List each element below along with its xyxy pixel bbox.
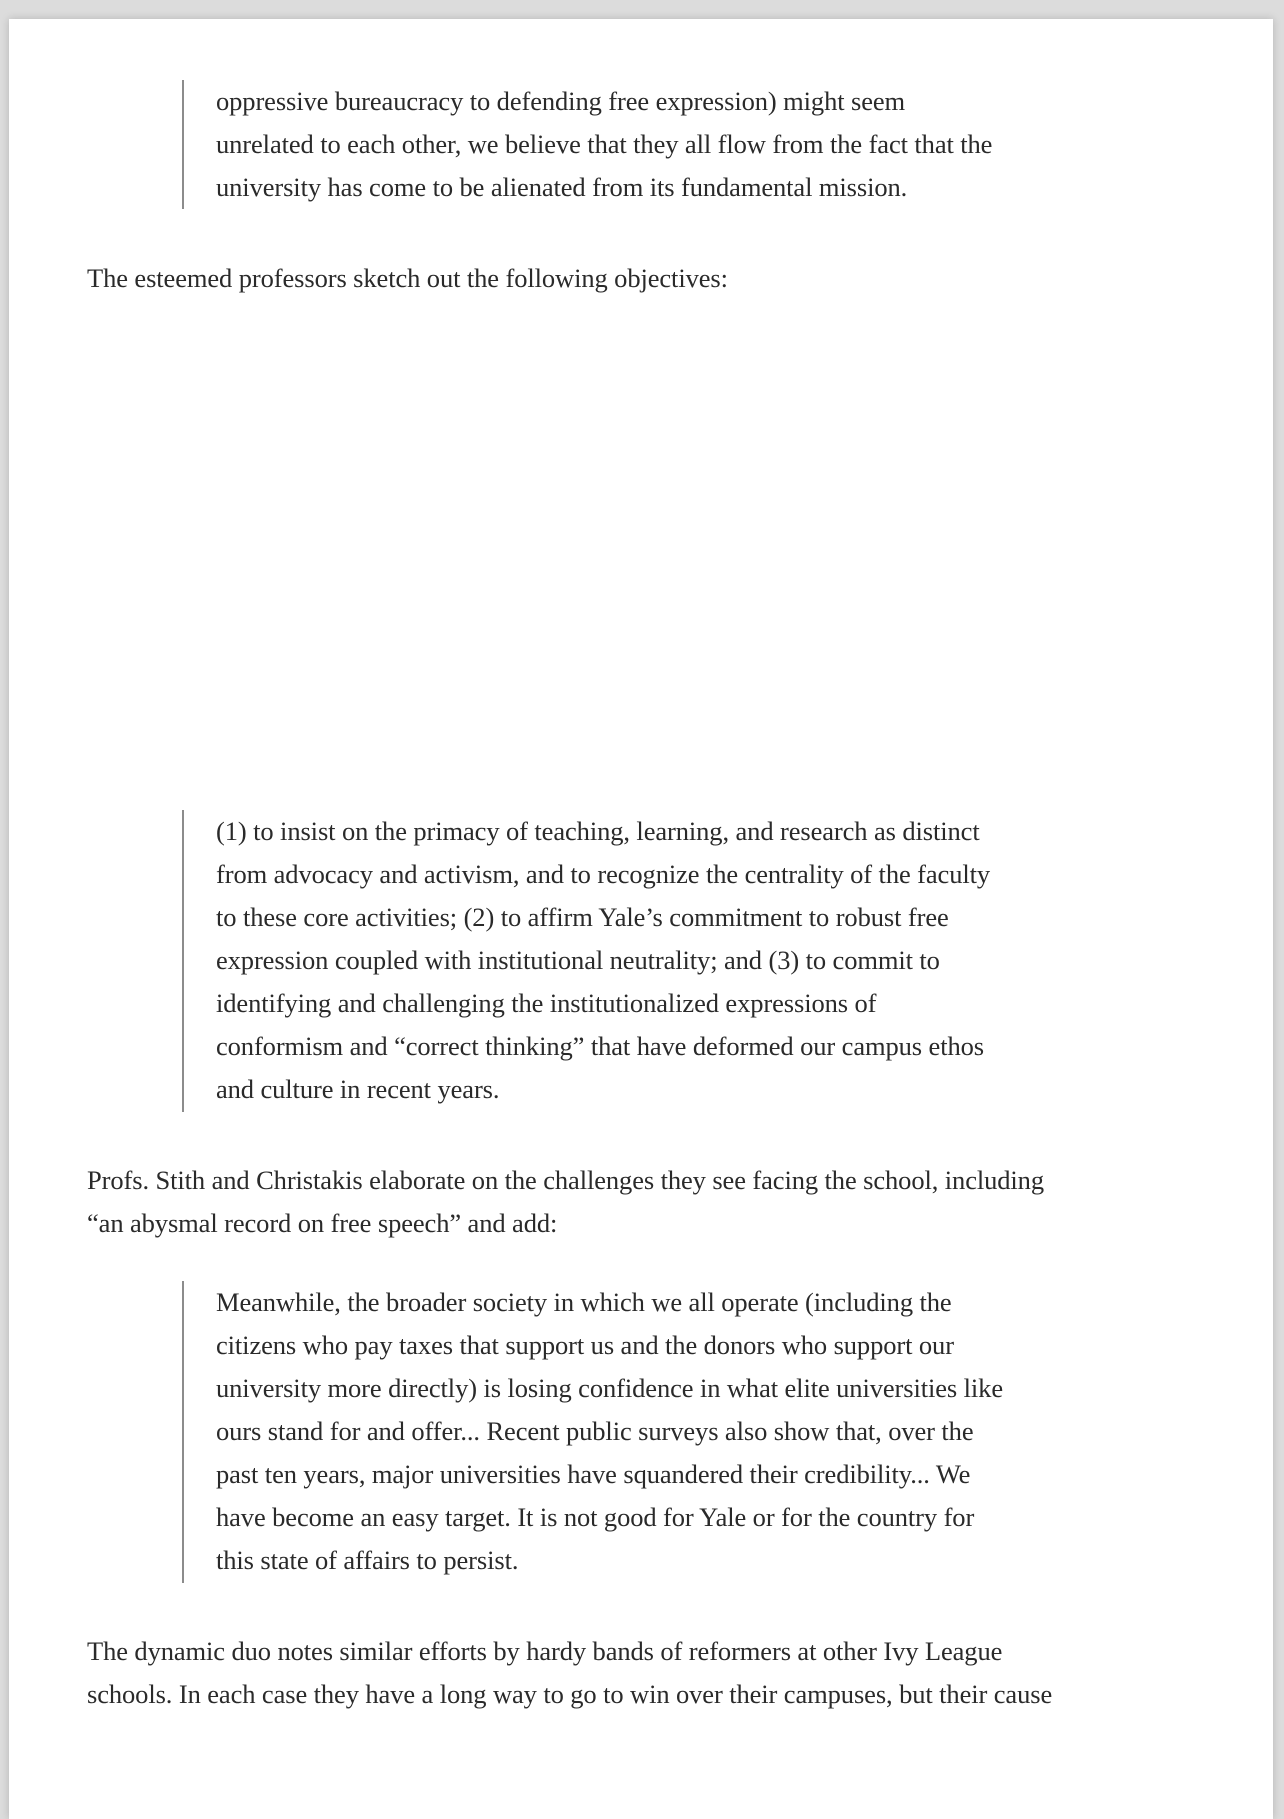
paragraph-line: schools. In each case they have a long way to go to win over their campuses, but their cause bbox=[87, 1679, 1053, 1709]
paragraph-ivy-league bbox=[87, 1630, 1217, 1716]
quote-line: conformism and “correct thinking” that have deformed our campus ethos bbox=[216, 1031, 984, 1061]
quote-line: to these core activities; (2) to affirm Yale’s commitment to robust free bbox=[216, 902, 949, 932]
paragraph-line: The dynamic duo notes similar efforts by hardy bands of reformers at other Ivy League bbox=[87, 1636, 1003, 1666]
paragraph-challenges bbox=[87, 1159, 1217, 1245]
quote-line: unrelated to each other, we believe that they all flow from the fact that the bbox=[216, 129, 993, 159]
quote-line: Meanwhile, the broader society in which we all operate (including the bbox=[216, 1287, 952, 1317]
quote-line: university has come to be alienated from its fundamental mission. bbox=[216, 172, 908, 202]
quote-line: (1) to insist on the primacy of teaching, learning, and research as distinct bbox=[216, 816, 980, 846]
paragraph-line: Profs. Stith and Christakis elaborate on the challenges they see facing the school, including bbox=[87, 1165, 1044, 1195]
blockquote-objectives bbox=[182, 810, 1142, 1112]
blockquote-society bbox=[182, 1281, 1142, 1583]
quote-line: ours stand for and offer... Recent public surveys also show that, over the bbox=[216, 1416, 974, 1446]
quote-line: identifying and challenging the institutionalized expressions of bbox=[216, 988, 877, 1018]
quote-line: and culture in recent years. bbox=[216, 1074, 500, 1104]
quote-line: this state of affairs to persist. bbox=[216, 1545, 519, 1575]
quote-line: oppressive bureaucracy to defending free expression) might seem bbox=[216, 86, 906, 116]
paragraph-objectives-intro bbox=[87, 257, 1217, 300]
quote-line: past ten years, major universities have squandered their credibility... We bbox=[216, 1459, 971, 1489]
quote-line: university more directly) is losing confidence in what elite universities like bbox=[216, 1373, 1003, 1403]
blank-embed-area bbox=[9, 319, 1273, 789]
blockquote-mission bbox=[182, 80, 1142, 209]
paragraph-line: “an abysmal record on free speech” and add: bbox=[87, 1208, 558, 1238]
paragraph-line: The esteemed professors sketch out the following objectives: bbox=[87, 263, 728, 293]
quote-line: have become an easy target. It is not good for Yale or for the country for bbox=[216, 1502, 975, 1532]
quote-line: expression coupled with institutional neutrality; and (3) to commit to bbox=[216, 945, 940, 975]
quote-line: from advocacy and activism, and to recognize the centrality of the faculty bbox=[216, 859, 991, 889]
quote-line: citizens who pay taxes that support us and the donors who support our bbox=[216, 1330, 954, 1360]
article-page bbox=[9, 19, 1273, 1819]
